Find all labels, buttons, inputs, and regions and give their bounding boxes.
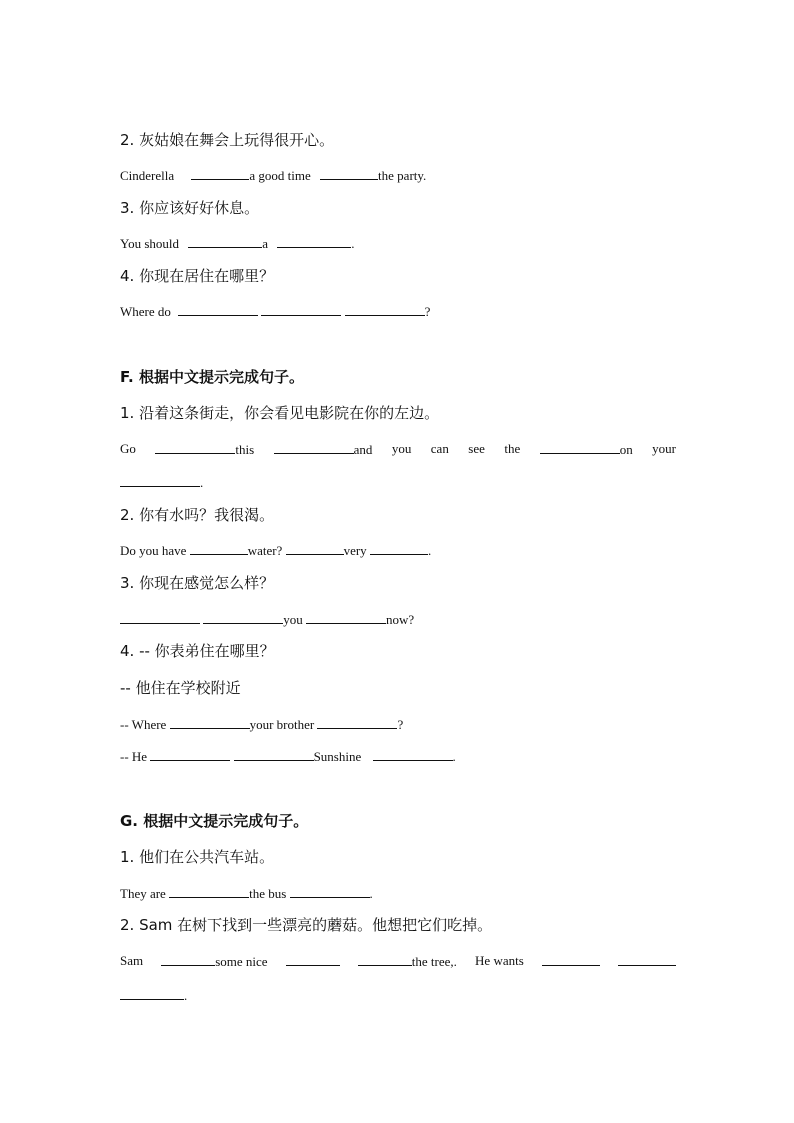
answer-blank[interactable]	[170, 714, 250, 729]
e-q4-chinese: 4. 你现在居住在哪里？	[120, 267, 275, 285]
text-segment: Cinderella	[120, 168, 175, 183]
text-segment: .	[452, 749, 456, 764]
g-q2-chinese: 2. Sam 在树下找到一些漂亮的蘑菇。他想把它们吃掉。	[120, 916, 493, 934]
e-q4-english	[120, 301, 430, 322]
answer-blank[interactable]	[120, 609, 200, 624]
text-segment: the bus	[249, 886, 287, 901]
text-segment: the	[504, 441, 521, 456]
f-q4-chinese: 4. -- 你表弟住在哪里？	[120, 642, 275, 660]
answer-blank[interactable]	[542, 951, 600, 966]
text-segment: .	[369, 886, 373, 901]
text-segment: your	[652, 441, 676, 456]
section-g-heading: G. 根据中文提示完成句子。	[120, 812, 309, 830]
answer-blank[interactable]	[120, 472, 200, 487]
g-q1-chinese: 1. 他们在公共汽车站。	[120, 848, 275, 866]
answer-blank[interactable]	[317, 714, 397, 729]
text-segment: -- He	[120, 749, 148, 764]
answer-blank[interactable]	[161, 951, 215, 966]
f-q1-english	[120, 439, 676, 460]
f-q4-english-2	[120, 746, 456, 767]
e-q3-english	[120, 233, 355, 254]
answer-blank[interactable]	[358, 951, 412, 966]
text-segment: now?	[386, 612, 415, 627]
f-q4-english-1	[120, 714, 403, 735]
answer-blank[interactable]	[290, 883, 370, 898]
text-segment: a good time	[249, 168, 311, 183]
text-segment: .	[184, 988, 188, 1003]
text-segment: Where do	[120, 304, 171, 319]
text-segment: Go	[120, 441, 136, 456]
text-segment: your brother	[249, 717, 315, 732]
answer-blank[interactable]	[306, 609, 386, 624]
section-f-heading: F. 根据中文提示完成句子。	[120, 368, 304, 386]
answer-blank[interactable]	[178, 301, 258, 316]
g-q1-english	[120, 883, 373, 904]
text-segment: some nice	[215, 954, 268, 969]
text-segment: the tree,.	[411, 954, 457, 969]
answer-blank[interactable]	[370, 540, 428, 555]
text-segment: and	[353, 442, 373, 457]
answer-blank[interactable]	[277, 233, 351, 248]
answer-blank[interactable]	[286, 951, 340, 966]
text-segment: .	[200, 475, 204, 490]
g-q2-english-cont	[120, 985, 187, 1006]
text-segment: see	[468, 441, 485, 456]
text-segment: .	[427, 543, 432, 558]
f-q2-english	[120, 540, 431, 561]
answer-blank[interactable]	[203, 609, 283, 624]
answer-blank[interactable]	[188, 233, 262, 248]
text-segment: this	[235, 442, 255, 457]
answer-blank[interactable]	[320, 165, 378, 180]
text-segment: ?	[424, 304, 431, 319]
answer-blank[interactable]	[274, 439, 354, 454]
text-segment: -- Where	[120, 717, 167, 732]
f-q3-chinese: 3. 你现在感觉怎么样？	[120, 574, 275, 592]
text-segment: Do you have	[120, 543, 187, 558]
f-q2-chinese: 2. 你有水吗？我很渴。	[120, 506, 275, 524]
answer-blank[interactable]	[261, 301, 341, 316]
text-segment: .	[351, 236, 355, 251]
answer-blank[interactable]	[190, 540, 248, 555]
text-segment: Sam	[120, 953, 144, 968]
answer-blank[interactable]	[191, 165, 249, 180]
text-segment: They are	[120, 886, 166, 901]
g-q2-english	[120, 951, 676, 972]
answer-blank[interactable]	[286, 540, 344, 555]
text-segment: ?	[397, 717, 404, 732]
f-q3-english	[120, 609, 414, 630]
f-q4-chinese-answer: -- 他住在学校附近	[120, 679, 241, 697]
text-segment: a	[262, 236, 269, 251]
text-segment: You should	[120, 236, 180, 251]
answer-blank[interactable]	[345, 301, 425, 316]
answer-blank[interactable]	[373, 746, 453, 761]
f-q1-english-cont	[120, 472, 203, 493]
answer-blank[interactable]	[120, 985, 184, 1000]
e-q3-chinese: 3. 你应该好好休息。	[120, 199, 260, 217]
text-segment: water?	[247, 543, 283, 558]
answer-blank[interactable]	[150, 746, 230, 761]
e-q2-english	[120, 165, 426, 186]
answer-blank[interactable]	[169, 883, 249, 898]
text-segment: on	[619, 442, 633, 457]
text-segment: you	[283, 612, 303, 627]
answer-blank[interactable]	[540, 439, 620, 454]
e-q2-chinese: 2. 灰姑娘在舞会上玩得很开心。	[120, 131, 335, 149]
answer-blank[interactable]	[234, 746, 314, 761]
text-segment: you	[391, 441, 412, 456]
answer-blank[interactable]	[155, 439, 235, 454]
answer-blank[interactable]	[618, 951, 676, 966]
text-segment: He wants	[475, 953, 524, 968]
text-segment: Sunshine	[313, 749, 362, 764]
text-segment: very	[343, 543, 367, 558]
text-segment: the party.	[378, 168, 427, 183]
text-segment: can	[430, 441, 449, 456]
f-q1-chinese: 1. 沿着这条街走，你会看见电影院在你的左边。	[120, 404, 440, 422]
